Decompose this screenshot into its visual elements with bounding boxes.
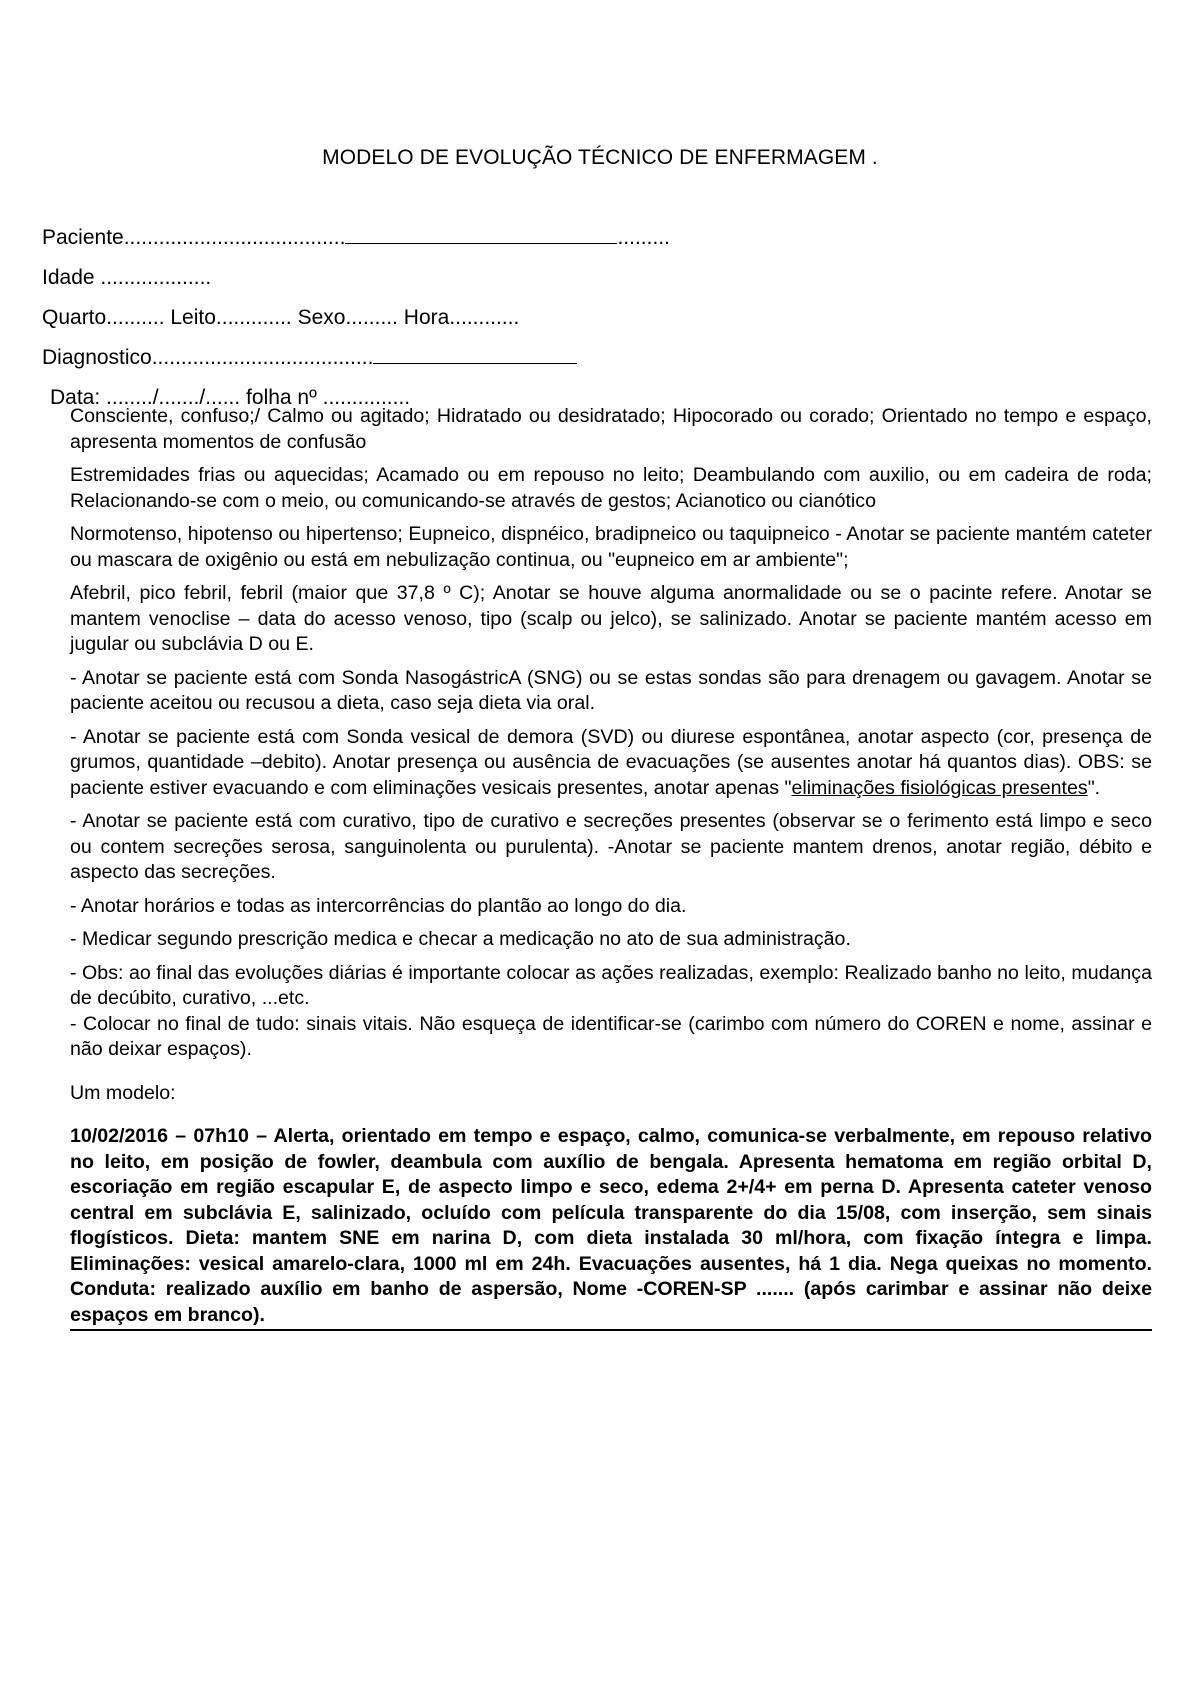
svd-instruction-paragraph [70,725,1152,802]
instructions-body [70,404,1152,1339]
modelo-label: Um modelo: [70,1081,176,1104]
instruction-paragraph: - Anotar horários e todas as intercorrências do plantão ao longo do dia. [70,894,687,917]
idade-field [42,258,670,298]
instruction-paragraph: - Medicar segundo prescrição medica e checar a medicação no ato de sua administração. [70,928,851,950]
instruction-paragraph: Normotenso, hipotenso ou hipertenso; Eupneico, dispnéico, bradipneico ou taquipneico - Anotar se paciente mantém cateter ou mascara de oxigênio ou está em nebulização continua, ou "eupneico em ar ambiente"; [70,523,1152,571]
svd-text: - Anotar se paciente está com Sonda vesical de demora (SVD) ou diurese espontânea, anotar aspecto (cor, presença de grumos, quantidade –debito). Anotar presença ou ausência de evacuações (se ausentes anotar há quantos dias). OBS: se paciente estiver evacuando e com eliminações vesicais presentes, anotar apenas " [70,725,1152,799]
paciente-tail: ......... [617,226,670,249]
quarto-leito-sexo-hora-field [42,298,670,338]
svd-underlined-text: eliminações fisiológicas presentes [791,776,1088,799]
diagnostico-blank-line [373,343,577,364]
diagnostico-field [42,338,670,378]
final-instruction-paragraph: - Colocar no final de tudo: sinais vitais. Não esqueça de identificar-se (carimbo com número do COREN e nome, assinar e não deixar espaços). [70,1012,1152,1060]
instruction-paragraph: - Anotar se paciente está com Sonda NasogástricA (SNG) ou se estas sondas são para drenagem ou gavagem. Anotar se paciente aceitou ou recusou a dieta, caso seja dieta via oral. [70,666,1152,714]
example-evolution-text: 10/02/2016 – 07h10 – Alerta, orientado em tempo e espaço, calmo, comunica-se verbalmente, em repouso relativo no leito, em posição de fowler, deambula com auxílio de bengala. Apresenta hematoma em região orbital D, escoriação em região escapular E, de aspecto limpo e seco, edema 2+/4+ em perna D. Apresenta cateter venoso central em subclávia E, salinizado, ocluído com película transparente do dia 15/08, com inserção, sem sinais flogísticos. Dieta: mantem SNE em narina D, com dieta instalada 30 ml/hora, com fixação íntegra e limpa. Eliminações: vesical amarelo-clara, 1000 ml em 24h. Evacuações ausentes, há 1 dia. Nega queixas no momento. Conduta: realizado auxílio em banho de aspersão, Nome -COREN-SP ....... (após carimbar e assinar não deixe espaços em branco). [70,1124,1152,1331]
diagnostico-label: Diagnostico...................................... [42,346,374,369]
instruction-paragraph: - Anotar se paciente está com curativo, tipo de curativo e secreções presentes (observar se o ferimento está limpo e seco ou contem secreções serosa, sanguinolenta ou purulenta). -Anotar se paciente mantem drenos, anotar região, débito e aspecto das secreções. [70,810,1152,883]
svd-tail: ". [1087,776,1101,799]
data-folha-label: Data: ......../......./...... folha nº ............... [50,386,411,409]
obs-paragraph: - Obs: ao final das evoluções diárias é importante colocar as ações realizadas, exemplo: Realizado banho no leito, mudança de decúbito, curativo, ...etc. [70,961,1152,1009]
paciente-field [42,218,670,258]
instruction-paragraph: Estremidades frias ou aquecidas; Acamado ou em repouso no leito; Deambulando com auxilio, ou em cadeira de roda; Relacionando-se com o meio, ou comunicando-se através de gestos; Acianotico ou cianótico [70,464,1152,512]
idade-label: Idade ................... [42,266,212,289]
instruction-paragraph: Afebril, pico febril, febril (maior que 37,8 º C); Anotar se houve alguma anormalidade ou se o pacinte refere. Anotar se mantem venoclise – data do acesso venoso, tipo (scalp ou jelco), se salinizado. Anotar se paciente mantém acesso em jugular ou subclávia D ou E. [70,582,1152,655]
paciente-blank-line [345,223,617,244]
instruction-paragraph: Consciente, confuso;/ Calmo ou agitado; Hidratado ou desidratado; Hipocorado ou corado; Orientado no tempo e espaço, apresenta momentos de confusão [70,405,1152,453]
paciente-label: Paciente...................................... [42,226,346,249]
patient-header-fields [42,218,670,418]
quarto-line-label: Quarto.......... Leito............. Sexo......... Hora............ [42,306,520,329]
page-title: MODELO DE EVOLUÇÃO TÉCNICO DE ENFERMAGEM . [322,146,878,169]
